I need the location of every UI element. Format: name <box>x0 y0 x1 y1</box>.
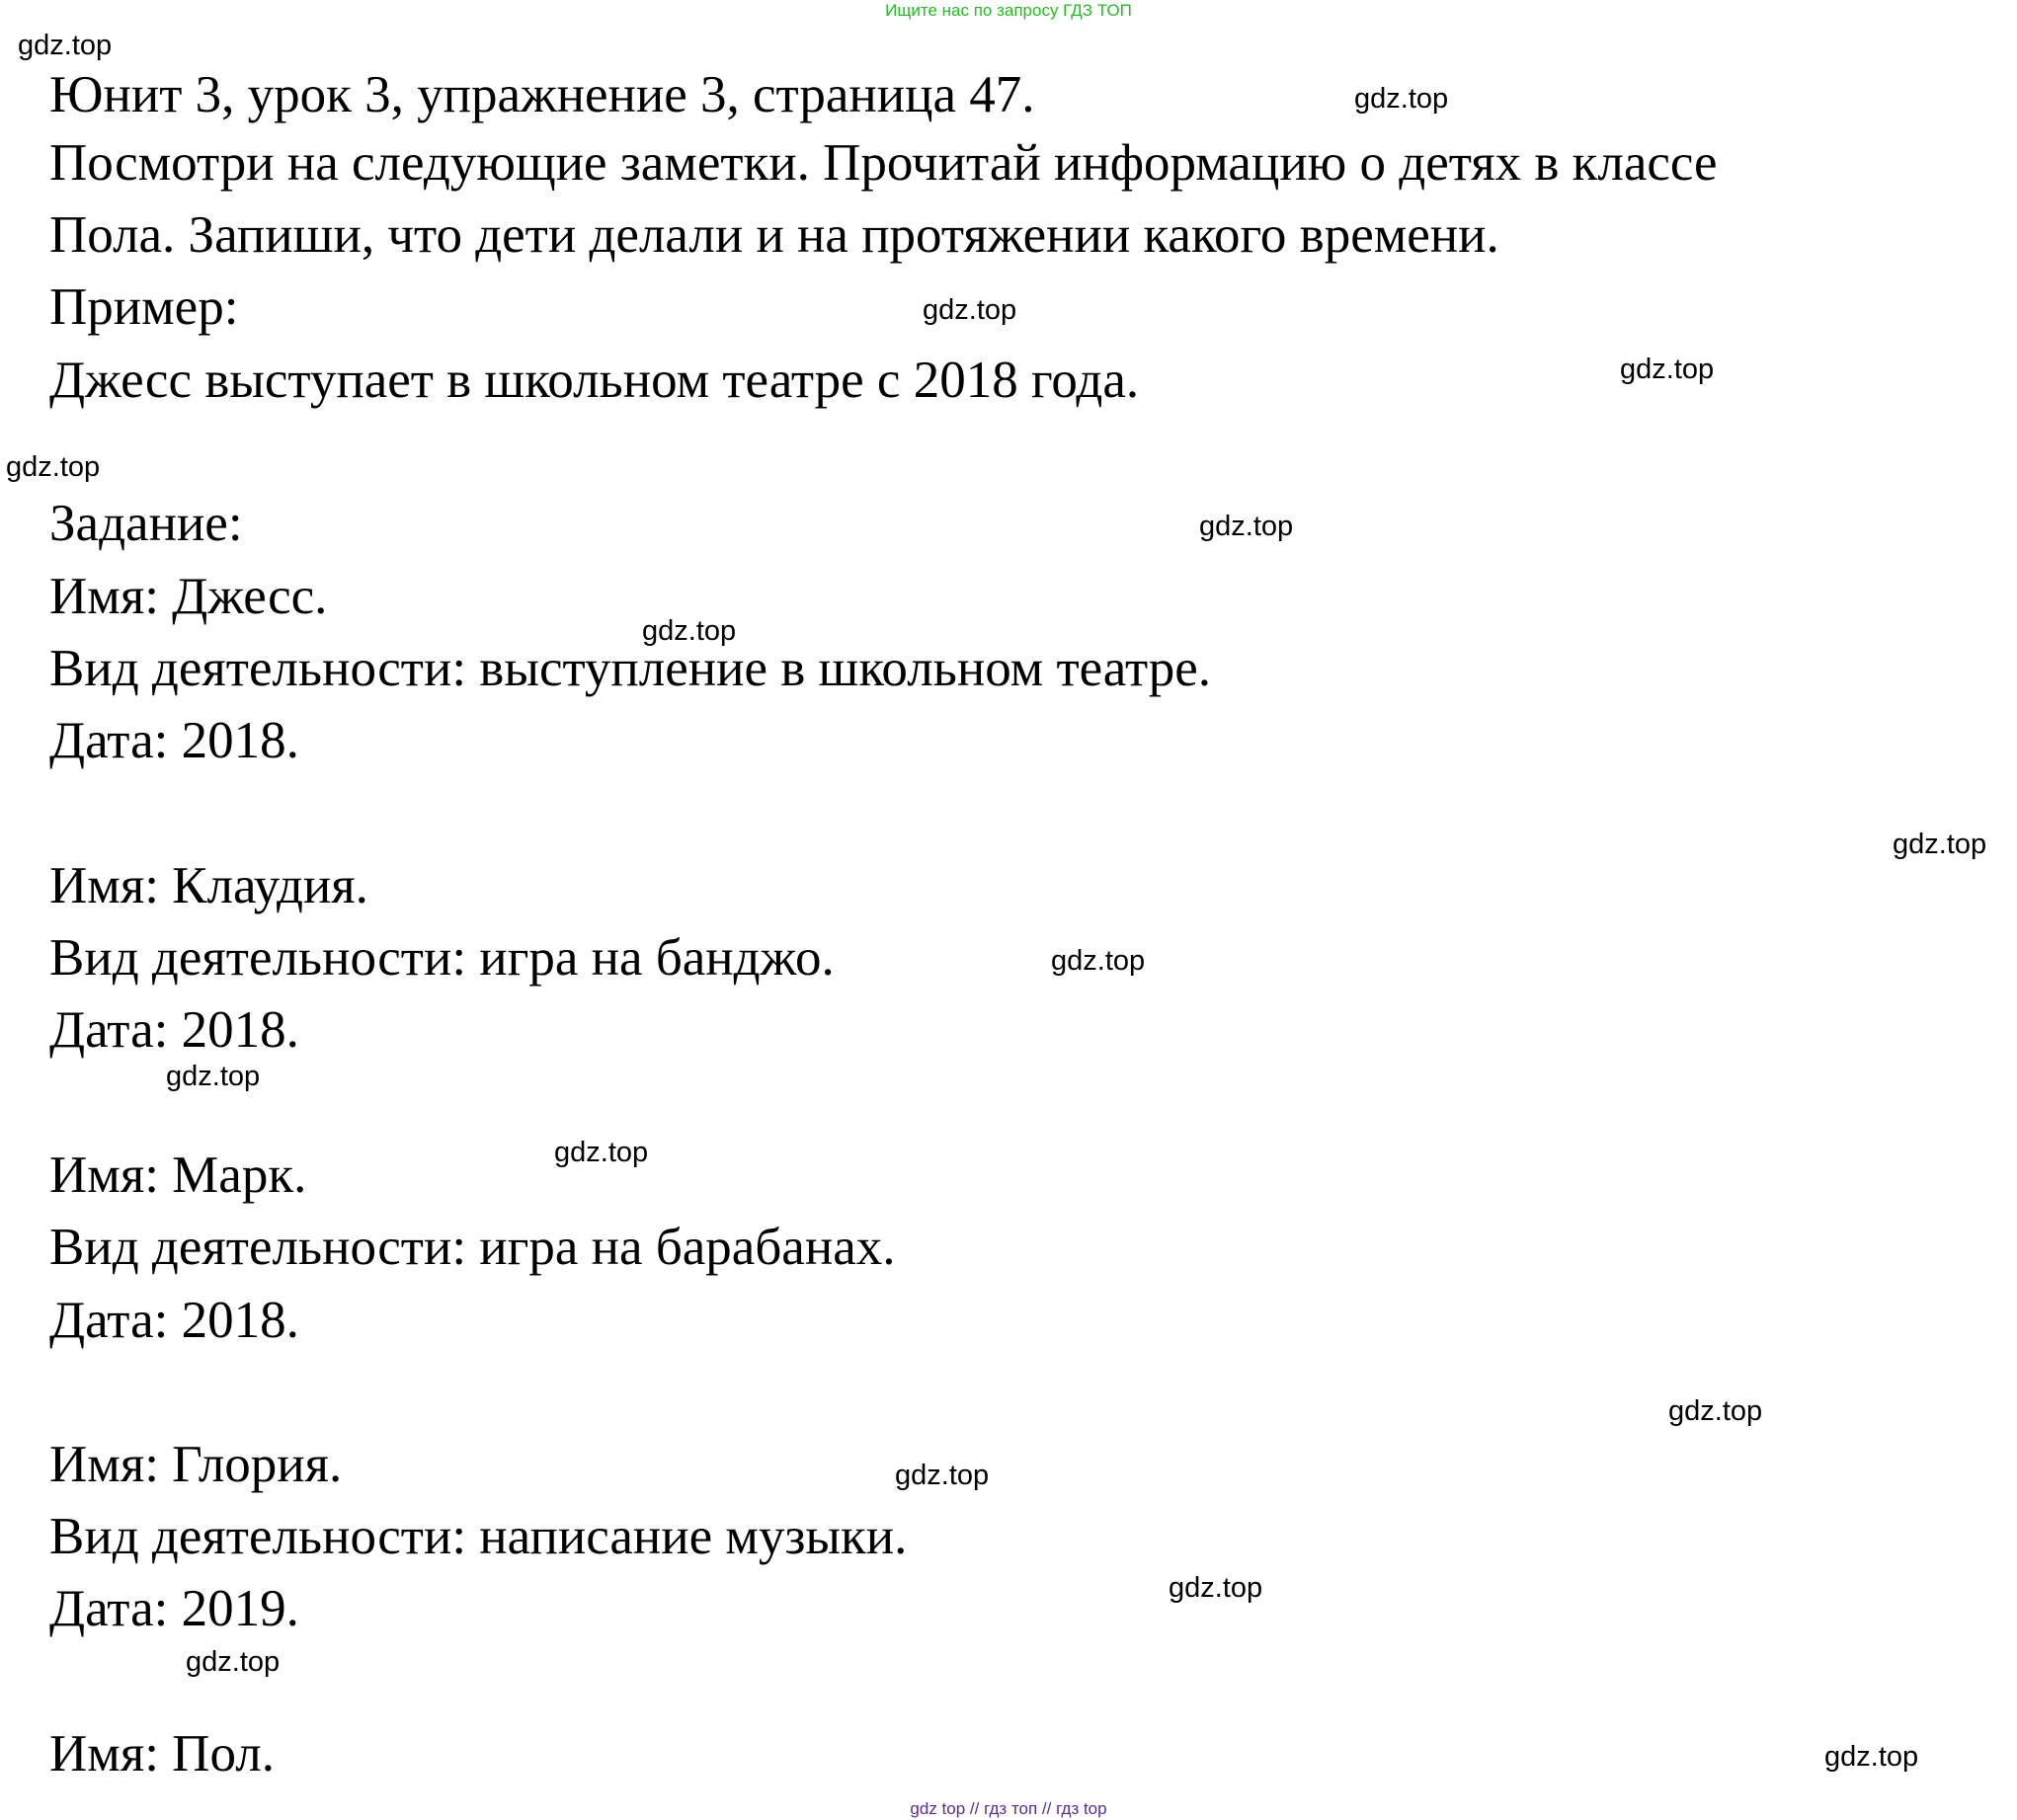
instruction-line-1: Посмотри на следующие заметки. Прочитай информацию о детях в классе <box>49 134 1718 192</box>
bottom-banner: gdz top // гдз топ // гдз top <box>910 1799 1107 1818</box>
entry-activity: Вид деятельности: игра на банджо. <box>49 929 835 987</box>
example-text: Джесс выступает в школьном театре с 2018 года. <box>49 352 1140 409</box>
watermark: gdz.top <box>1169 1572 1263 1604</box>
entry-name: Имя: Пол. <box>49 1725 275 1782</box>
entry-date: Дата: 2019. <box>49 1580 299 1637</box>
watermark: gdz.top <box>18 30 113 61</box>
watermark: gdz.top <box>895 1460 990 1491</box>
watermark: gdz.top <box>1668 1395 1763 1427</box>
watermark: gdz.top <box>1051 945 1146 977</box>
instruction-line-2: Пола. Запиши, что дети делали и на протяжении какого времени. <box>49 206 1499 264</box>
entry-activity: Вид деятельности: написание музыки. <box>49 1508 908 1565</box>
watermark: gdz.top <box>642 615 737 647</box>
watermark: gdz.top <box>1824 1741 1919 1773</box>
watermark: gdz.top <box>166 1061 261 1092</box>
watermark: gdz.top <box>1199 511 1294 542</box>
entry-name: Имя: Джесс. <box>49 568 328 625</box>
exercise-heading: Юнит 3, урок 3, упражнение 3, страница 47. <box>49 66 1035 123</box>
watermark: gdz.top <box>923 294 1017 326</box>
watermark: gdz.top <box>1354 83 1449 115</box>
task-label: Задание: <box>49 495 243 552</box>
top-banner: Ищите нас по запросу ГДЗ ТОП <box>885 1 1132 20</box>
entry-name: Имя: Клаудия. <box>49 857 368 914</box>
entry-name: Имя: Глория. <box>49 1436 343 1493</box>
entry-name: Имя: Марк. <box>49 1147 307 1204</box>
entry-date: Дата: 2018. <box>49 712 299 769</box>
entry-date: Дата: 2018. <box>49 1001 299 1059</box>
entry-activity: Вид деятельности: игра на барабанах. <box>49 1219 896 1276</box>
watermark: gdz.top <box>1620 354 1715 385</box>
entry-date: Дата: 2018. <box>49 1292 299 1349</box>
watermark: gdz.top <box>186 1646 281 1678</box>
entry-activity: Вид деятельности: выступление в школьном театре. <box>49 640 1212 697</box>
example-label: Пример: <box>49 278 239 336</box>
watermark: gdz.top <box>1893 829 1987 860</box>
watermark: gdz.top <box>554 1137 649 1168</box>
watermark: gdz.top <box>6 451 101 483</box>
